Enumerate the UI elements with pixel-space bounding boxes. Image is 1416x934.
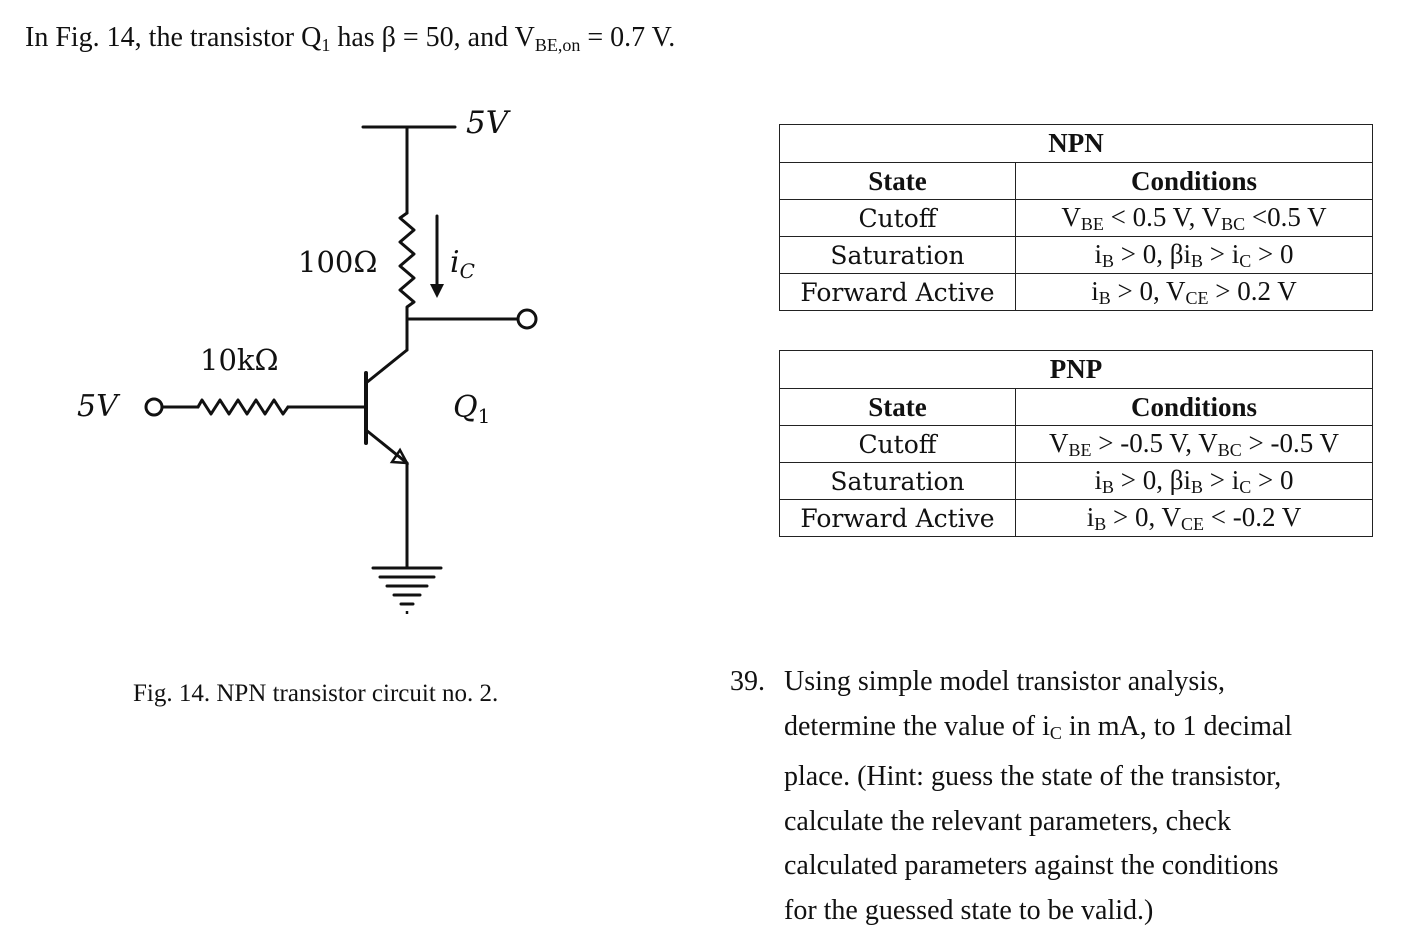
condition-text: i [1094,464,1103,495]
rb-label: 10kΩ [200,343,279,377]
question-number: 39. [730,666,765,697]
question-line: for the guessed state to be valid.) [784,894,1154,926]
emitter-lead [366,430,407,463]
ic-label [450,245,475,283]
condition-text: > 0 [1251,238,1294,269]
condition-text: V [1061,201,1081,232]
base-resistor [198,400,288,414]
condition-sub: B [1191,250,1204,271]
table-row [780,426,1373,463]
condition-sub: B [1191,476,1204,497]
table-body [780,200,1373,311]
collector-lead [366,350,407,383]
condition-text: > 0, βi [1114,464,1191,495]
table-row [780,500,1373,537]
question-sub: C [1049,722,1062,743]
state-cell: Saturation [780,463,1016,500]
circuit-diagram [0,0,640,640]
condition-text: < 0.5 V, V [1103,201,1222,232]
condition-cell [1016,237,1373,274]
condition-sub: B [1102,476,1115,497]
question-line: place. (Hint: guess the state of the transistor, [784,761,1282,792]
condition-text: > -0.5 V, V [1091,427,1218,458]
condition-text: > 0.2 V [1208,275,1297,306]
column-header: Conditions [1016,389,1373,426]
question-fragment: in mA, to 1 decimal [1061,710,1293,742]
pnp-conditions-table [779,350,1373,537]
table-row [780,463,1373,500]
input-terminal [146,399,162,415]
condition-sub: B [1102,250,1115,271]
column-header: Conditions [1016,163,1373,200]
output-terminal [518,310,536,328]
ic-label-main: i [450,245,460,280]
condition-text: i [1086,501,1095,532]
state-cell: Forward Active [780,500,1016,537]
condition-sub: BC [1221,213,1246,234]
state-cell: Forward Active [780,274,1016,311]
question-line: calculated parameters against the conditions [784,850,1279,881]
ic-label-sub: C [459,259,475,283]
condition-cell [1016,274,1373,311]
condition-text: i [1091,275,1099,306]
condition-cell [1016,500,1373,537]
table-title: NPN [780,125,1373,163]
table-body [780,426,1373,537]
condition-text: > 0 [1251,464,1294,495]
condition-sub: CE [1185,287,1209,308]
q1-label-main: Q [453,390,478,425]
table-row [780,274,1373,311]
condition-sub: BE [1068,439,1092,460]
condition-sub: CE [1181,513,1205,534]
table-row [780,200,1373,237]
question-line [784,705,1374,756]
question-fragment: i [1042,710,1050,742]
condition-sub: B [1094,513,1107,534]
question-text [784,660,1374,933]
question-line: Using simple model transistor analysis, [784,666,1225,697]
question-fragment: determine the value of [784,710,1043,742]
condition-text: i [1094,238,1103,269]
state-cell: Cutoff [780,200,1016,237]
npn-conditions-table [779,124,1373,311]
state-cell: Cutoff [780,426,1016,463]
condition-text: > 0, V [1110,275,1186,306]
intro-part: In Fig. 14, the transistor Q [25,22,322,53]
table-title: PNP [780,351,1373,389]
intro-part: has β = 50, and V [330,22,535,53]
condition-sub: BC [1217,439,1242,460]
condition-cell [1016,463,1373,500]
question-line: calculate the relevant parameters, check [784,805,1231,837]
intro-sub: BE,on [534,35,581,55]
intro-part: = 0.7 V. [580,22,676,53]
condition-sub: C [1239,250,1252,271]
table-row [780,237,1373,274]
condition-cell [1016,426,1373,463]
condition-sub: BE [1080,213,1104,234]
condition-sub: B [1098,287,1111,308]
ic-arrow-head [430,284,444,298]
condition-text: > 0, βi [1114,238,1191,269]
input-label: 5V [77,389,118,424]
condition-text: V [1048,427,1069,458]
condition-text: > 0, V [1106,501,1182,532]
condition-text: > i [1203,464,1240,495]
q1-label [453,390,490,428]
collector-resistor [400,213,414,319]
condition-cell [1016,200,1373,237]
q1-label-sub: 1 [477,404,491,428]
intro-sub: 1 [321,35,331,55]
condition-text: <0.5 V [1245,201,1327,232]
condition-text: < -0.2 V [1204,501,1302,532]
rc-label: 100Ω [298,245,378,279]
figure-caption: Fig. 14. NPN transistor circuit no. 2. [133,680,499,707]
column-header: State [780,389,1016,426]
column-header: State [780,163,1016,200]
condition-text: > -0.5 V [1241,427,1340,458]
supply-label: 5V [466,105,509,141]
condition-text: > i [1203,238,1240,269]
state-cell: Saturation [780,237,1016,274]
condition-sub: C [1239,476,1252,497]
